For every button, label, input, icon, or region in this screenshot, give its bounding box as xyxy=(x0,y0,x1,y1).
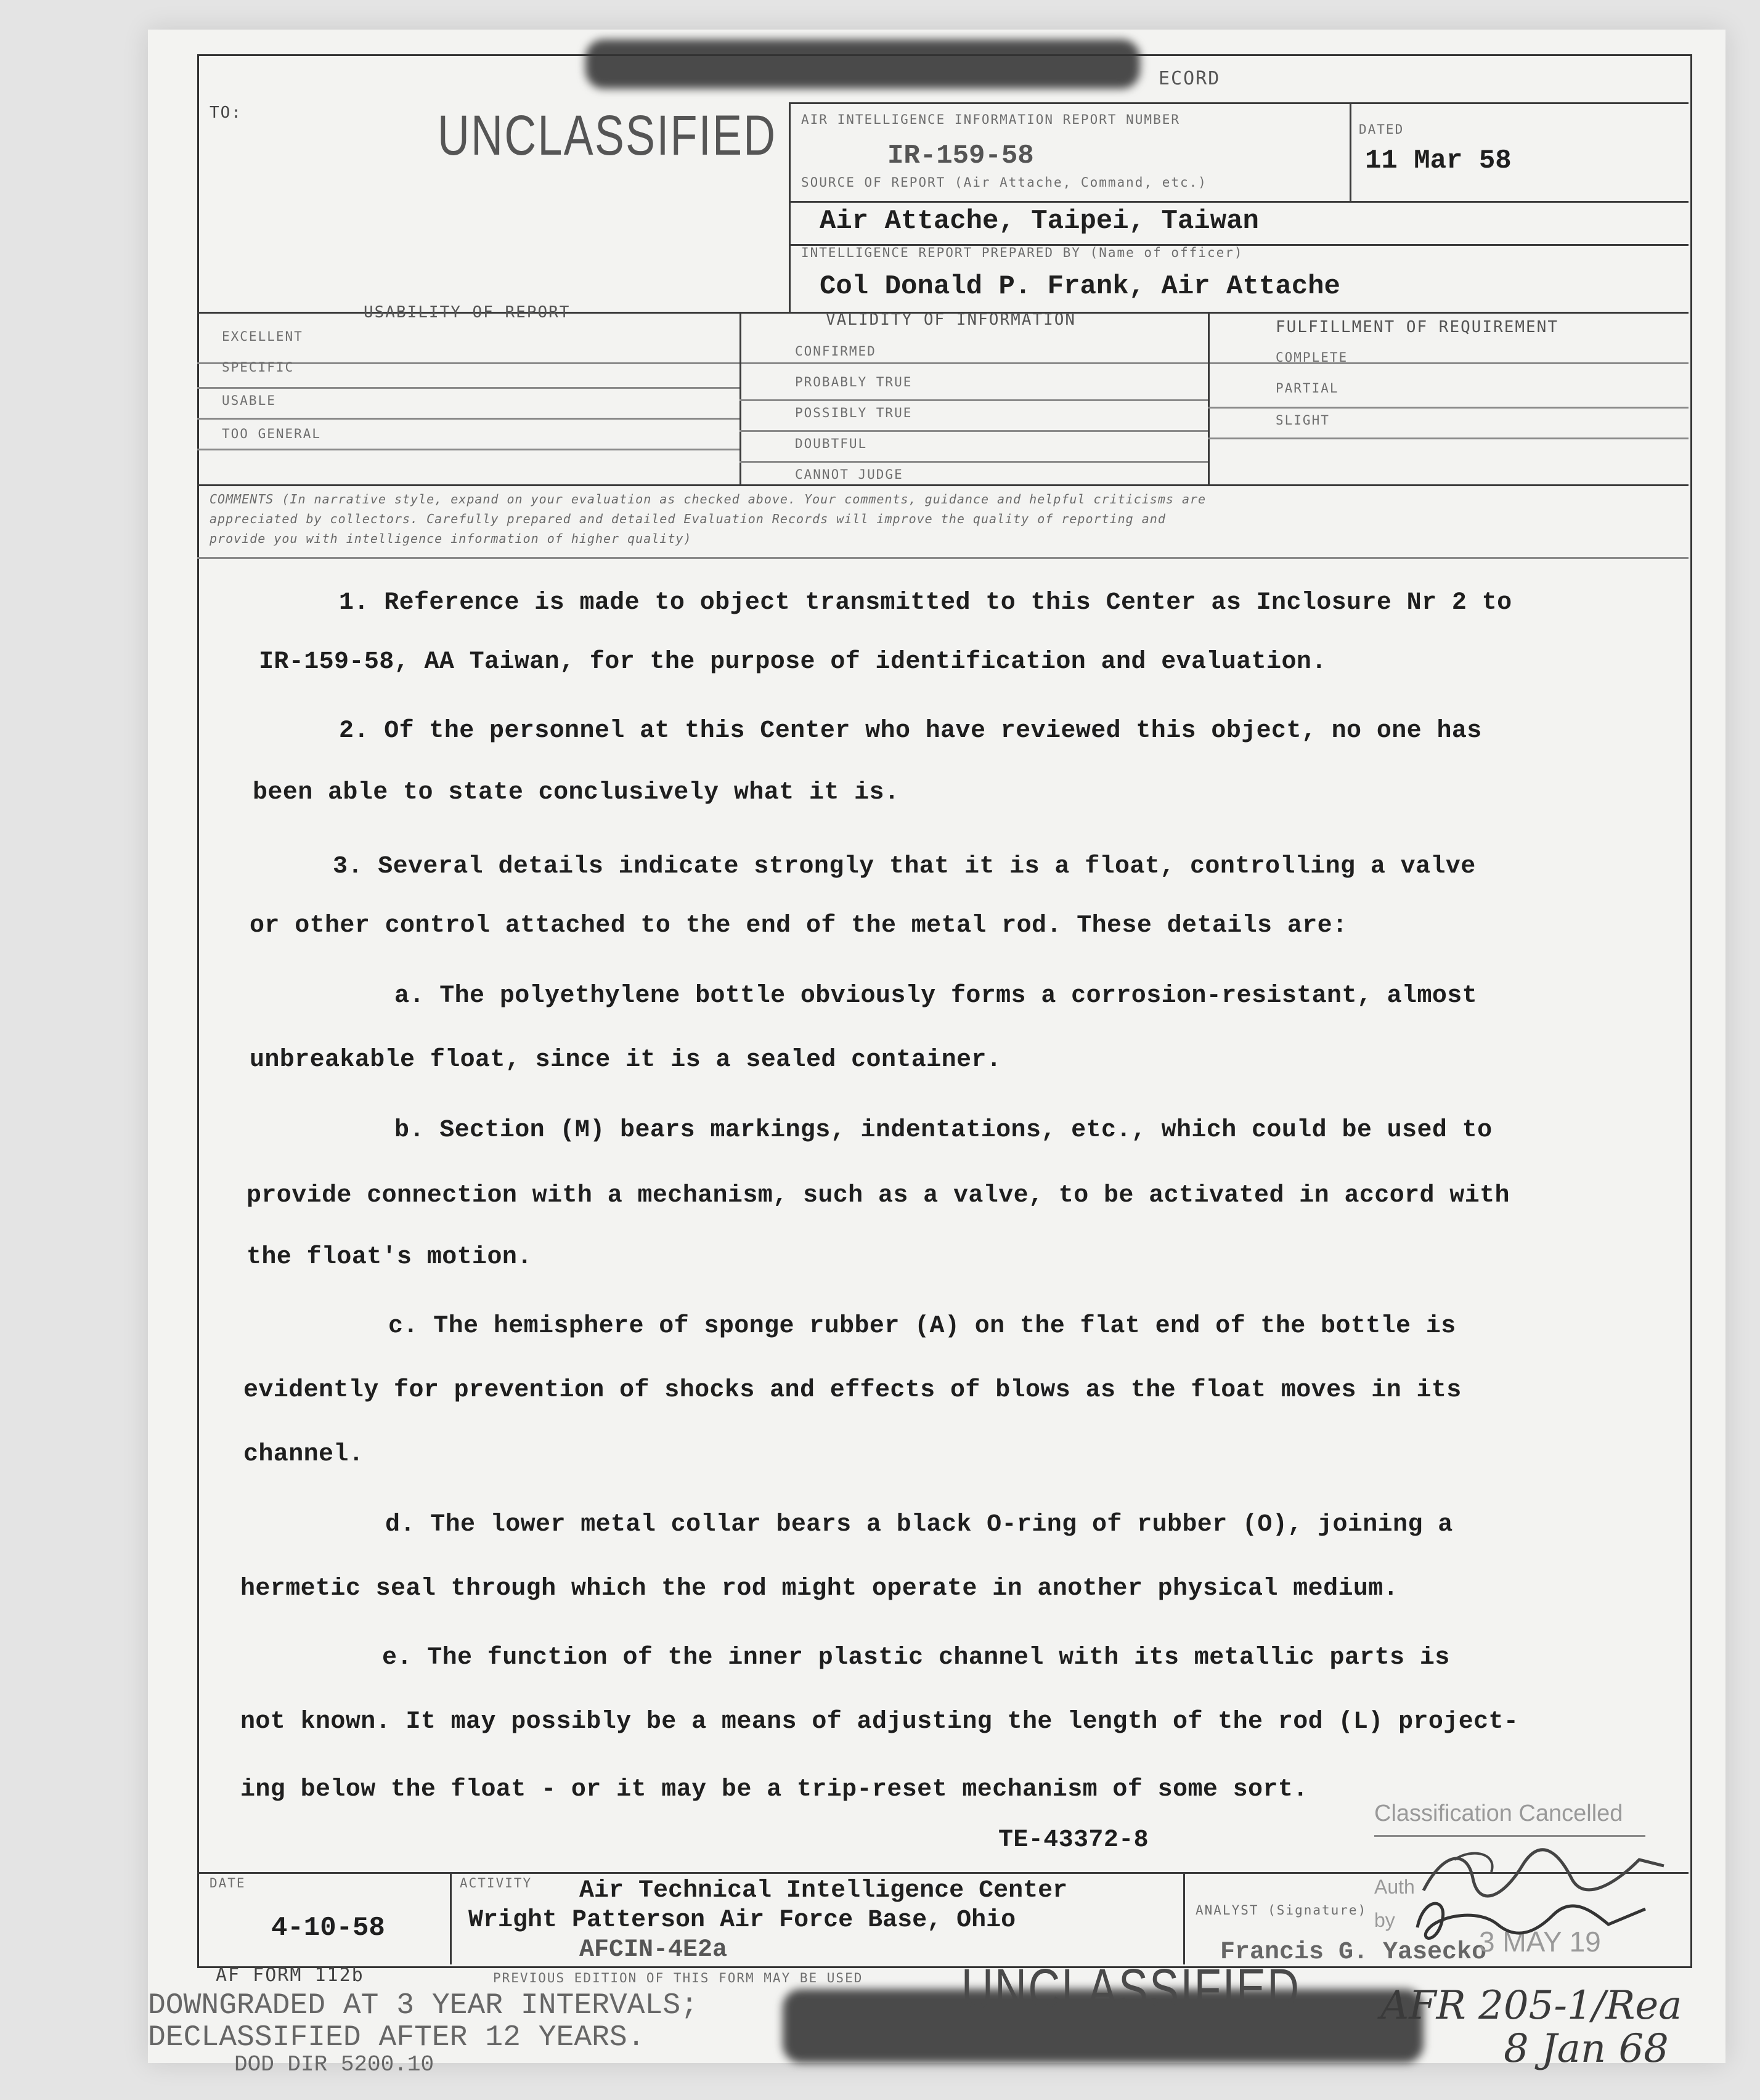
comments-instructions: appreciated by collectors. Carefully prepared and detailed Evaluation Records will improve the quality of reporting and xyxy=(210,511,1166,526)
validity-option: CONFIRMED xyxy=(795,344,876,359)
footer-activity-line: AFCIN-4E2a xyxy=(579,1936,728,1964)
handwritten-date: 8 Jan 68 xyxy=(1504,2026,1669,2072)
body-line: e. The function of the inner plastic channel with its metallic parts is xyxy=(382,1644,1450,1672)
downgrade-line: DOWNGRADED AT 3 YEAR INTERVALS; xyxy=(148,1989,698,2022)
validity-option: DOUBTFUL xyxy=(795,436,868,451)
body-line: unbreakable float, since it is a sealed container. xyxy=(250,1046,1002,1074)
form-note: PREVIOUS EDITION OF THIS FORM MAY BE USED xyxy=(493,1971,863,1985)
validity-title: VALIDITY OF INFORMATION xyxy=(826,311,1077,329)
form-label: AF FORM 112b xyxy=(216,1964,364,1986)
classification-cancelled: Classification Cancelled xyxy=(1374,1801,1623,1826)
body-line: or other control attached to the end of the metal rod. These details are: xyxy=(250,912,1348,940)
body-line: evidently for prevention of shocks and effects of blows as the float moves in its xyxy=(243,1377,1462,1404)
fulfillment-option: PARTIAL xyxy=(1276,381,1339,396)
footer-activity-line: Air Technical Intelligence Center xyxy=(579,1877,1068,1905)
dated-value: 11 Mar 58 xyxy=(1365,145,1512,176)
form-frame xyxy=(197,54,1692,1968)
body-line: the float's motion. xyxy=(246,1243,532,1271)
fulfillment-option: SLIGHT xyxy=(1276,413,1330,428)
comments-instructions: provide you with intelligence information of higher quality) xyxy=(210,531,692,546)
comments-instructions: COMMENTS (In narrative style, expand on your evaluation as checked above. Your comments, guidance and helpful criticisms are xyxy=(210,492,1207,507)
unclassified-stamp-top: UNCLASSIFIED xyxy=(438,104,777,167)
validity-option: CANNOT JUDGE xyxy=(795,467,903,482)
body-line: 1. Reference is made to object transmitted to this Center as Inclosure Nr 2 to xyxy=(339,589,1512,617)
signature-by xyxy=(1405,1890,1664,1952)
report-number-value: IR-159-58 xyxy=(887,140,1034,171)
report-number-label: AIR INTELLIGENCE INFORMATION REPORT NUMBER xyxy=(801,112,1181,127)
stamp-date: 3 MAY 19 xyxy=(1479,1926,1601,1958)
fulfillment-title: FULFILLMENT OF REQUIREMENT xyxy=(1276,318,1558,336)
body-line: not known. It may possibly be a means of adjusting the length of the rod (L) project- xyxy=(240,1708,1519,1736)
record-title: ECORD xyxy=(1159,68,1221,89)
body-line: channel. xyxy=(243,1441,364,1468)
validity-option: PROBABLY TRUE xyxy=(795,375,913,389)
body-line: a. The polyethylene bottle obviously forms a corrosion-resistant, almost xyxy=(394,982,1478,1010)
body-line: provide connection with a mechanism, such as a valve, to be activated in accord with xyxy=(246,1182,1510,1210)
handwritten-note: AFR 205-1/Rea xyxy=(1380,1983,1682,2029)
footer-activity-label: ACTIVITY xyxy=(460,1876,532,1890)
body-line: d. The lower metal collar bears a black O-ring of rubber (O), joining a xyxy=(385,1511,1453,1539)
document-page xyxy=(148,30,1725,2077)
usability-option: USABLE xyxy=(222,393,276,408)
footer-activity-line: Wright Patterson Air Force Base, Ohio xyxy=(468,1907,1016,1934)
downgrade-line: DOD DIR 5200.10 xyxy=(234,2052,434,2077)
downgrade-line: DECLASSIFIED AFTER 12 YEARS. xyxy=(148,2021,645,2054)
footer-analyst-name: Francis G. Yasecko xyxy=(1220,1939,1487,1966)
usability-title: USABILITY OF REPORT xyxy=(364,303,571,322)
body-line: 2. Of the personnel at this Center who have reviewed this object, no one has xyxy=(339,717,1482,745)
body-line: been able to state conclusively what it is. xyxy=(253,779,900,807)
footer-date-value: 4-10-58 xyxy=(271,1913,385,1943)
unclassified-stamp-bottom: UNCLASSIFIED xyxy=(961,1958,1301,2021)
usability-option: SPECIFIC xyxy=(222,360,295,375)
prepared-by-label: INTELLIGENCE REPORT PREPARED BY (Name of officer) xyxy=(801,245,1244,260)
auth-label: Auth xyxy=(1374,1876,1415,1898)
dated-label: DATED xyxy=(1359,122,1404,137)
body-line: IR-159-58, AA Taiwan, for the purpose of identification and evaluation. xyxy=(259,648,1327,676)
body-line: ing below the float - or it may be a trip-reset mechanism of some sort. xyxy=(240,1776,1308,1804)
footer-analyst-label: ANALYST (Signature) xyxy=(1196,1903,1367,1918)
body-line: b. Section (M) bears markings, indentations, etc., which could be used to xyxy=(394,1117,1493,1144)
source-value: Air Attache, Taipei, Taiwan xyxy=(820,206,1259,237)
prepared-by-value: Col Donald P. Frank, Air Attache xyxy=(820,271,1340,302)
file-number: TE-43372-8 xyxy=(998,1826,1149,1854)
body-line: hermetic seal through which the rod might operate in another physical medium. xyxy=(240,1575,1399,1603)
footer-date-label: DATE xyxy=(210,1876,246,1890)
to-label: TO: xyxy=(210,104,242,122)
body-line: c. The hemisphere of sponge rubber (A) on the flat end of the bottle is xyxy=(388,1312,1456,1340)
body-line: 3. Several details indicate strongly that it is a float, controlling a valve xyxy=(333,853,1476,881)
usability-option: TOO GENERAL xyxy=(222,426,322,441)
validity-option: POSSIBLY TRUE xyxy=(795,405,913,420)
usability-option: EXCELLENT xyxy=(222,329,303,344)
fulfillment-option: COMPLETE xyxy=(1276,350,1348,365)
by-label: by xyxy=(1374,1909,1395,1931)
source-label: SOURCE OF REPORT (Air Attache, Command, etc.) xyxy=(801,175,1207,190)
